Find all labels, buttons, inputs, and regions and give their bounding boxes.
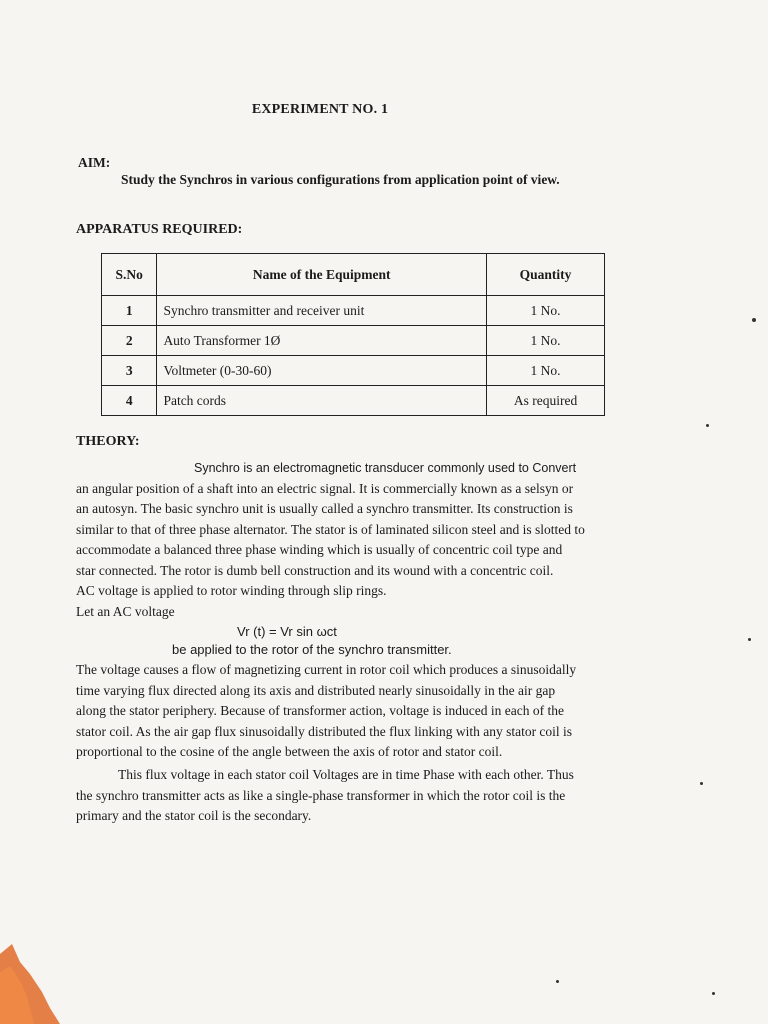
- theory-line: an autosyn. The basic synchro unit is usually called a synchro transmitter. Its construction is: [76, 501, 573, 516]
- theory-line: accommodate a balanced three phase winding which is usually of concentric coil type and: [76, 542, 563, 557]
- scan-speck: [712, 992, 715, 995]
- theory-line: Let an AC voltage: [76, 603, 175, 619]
- table-row: [102, 386, 605, 416]
- table-row: [102, 296, 605, 326]
- cell-equipment: Auto Transformer 1Ø: [157, 326, 487, 356]
- theory-paragraph-1: [76, 458, 688, 622]
- cell-quantity: 1 No.: [487, 326, 605, 356]
- scan-speck: [752, 318, 756, 322]
- theory-line: an angular position of a shaft into an electric signal. It is commercially known as a selsyn or: [76, 480, 574, 496]
- theory-paragraph-3: [76, 765, 688, 827]
- theory-line: stator coil. As the air gap flux sinusoidally distributed the flux linking with any stator coil is: [76, 723, 573, 739]
- table-row: [102, 356, 605, 386]
- table-row: [102, 326, 605, 356]
- cell-equipment: Patch cords: [157, 386, 487, 416]
- cell-quantity: 1 No.: [487, 296, 605, 326]
- theory-line: along the stator periphery. Because of transformer action, voltage is induced in each of the: [76, 703, 564, 718]
- page-title: EXPERIMENT NO. 1: [251, 102, 389, 117]
- theory-line: This flux voltage in each stator coil Voltages are in time Phase with each other. Thus: [118, 767, 574, 782]
- theory-line: AC voltage is applied to rotor winding through slip rings.: [76, 583, 387, 598]
- voltage-equation: Vr (t) = Vr sin ωct: [237, 624, 337, 639]
- cell-quantity: 1 No.: [487, 356, 605, 386]
- cell-equipment: Synchro transmitter and receiver unit: [157, 296, 487, 326]
- apparatus-label: APPARATUS REQUIRED:: [76, 222, 243, 237]
- theory-line: star connected. The rotor is dumb bell construction and its wound with a concentric coil.: [76, 562, 554, 578]
- theory-label: THEORY:: [76, 434, 140, 449]
- scan-speck: [706, 424, 709, 427]
- header-equipment: Name of the Equipment: [157, 254, 487, 296]
- theory-paragraph-2: [76, 660, 688, 763]
- scan-speck: [700, 782, 703, 785]
- aim-text: Study the Synchros in various configurations from application point of view.: [121, 172, 560, 187]
- header-sno: S.No: [102, 254, 157, 296]
- table-header-row: [102, 254, 605, 296]
- cell-sno: 1: [102, 296, 157, 326]
- equation-continuation: be applied to the rotor of the synchro transmitter.: [172, 642, 452, 657]
- scan-speck: [748, 638, 751, 641]
- theory-line: primary and the stator coil is the secondary.: [76, 808, 312, 823]
- cell-equipment: Voltmeter (0-30-60): [157, 356, 487, 386]
- theory-line: The voltage causes a flow of magnetizing current in rotor coil which produces a sinusoidally: [76, 662, 577, 677]
- aim-label: AIM:: [78, 155, 111, 170]
- theory-line: proportional to the cosine of the angle between the axis of rotor and stator coil.: [76, 744, 503, 759]
- cell-sno: 2: [102, 326, 157, 356]
- torn-corner-image: [0, 914, 70, 1024]
- scan-speck: [556, 980, 559, 983]
- cell-sno: 4: [102, 386, 157, 416]
- theory-lead-line: Synchro is an electromagnetic transducer commonly used to Convert: [194, 461, 577, 475]
- header-quantity: Quantity: [487, 254, 605, 296]
- theory-line: time varying flux directed along its axis and distributed nearly sinusoidally in the air gap: [76, 682, 556, 698]
- cell-sno: 3: [102, 356, 157, 386]
- theory-line: the synchro transmitter acts as like a single-phase transformer in which the rotor coil is the: [76, 787, 566, 803]
- equipment-table: [101, 253, 605, 416]
- cell-quantity: As required: [487, 386, 605, 416]
- theory-line: similar to that of three phase alternator. The stator is of laminated silicon steel and is slotted to: [76, 521, 585, 537]
